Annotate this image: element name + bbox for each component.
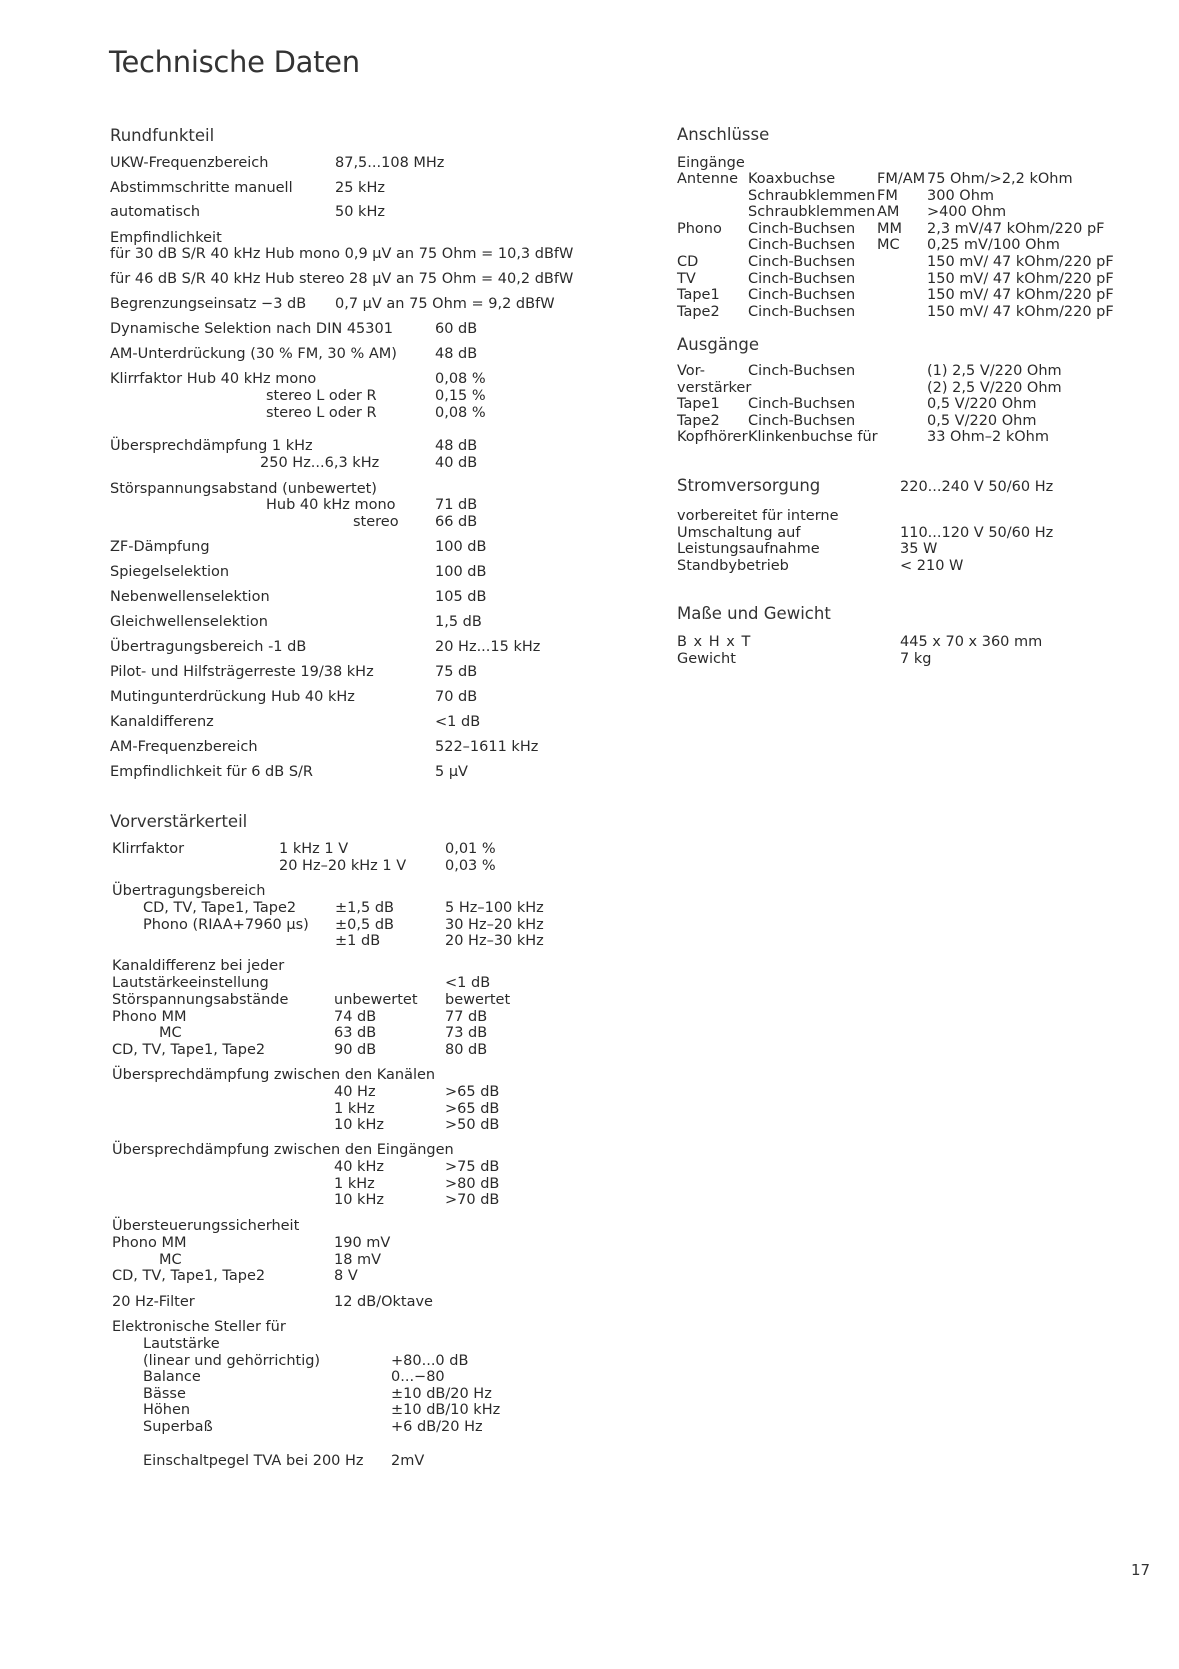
connector-type: Cinch-Buchsen xyxy=(748,303,856,320)
spec-value: 80 dB xyxy=(445,1041,488,1058)
klirrfaktor-value: 0,08 % xyxy=(435,371,486,387)
connector-name: Phono xyxy=(677,220,722,237)
ausgaenge-title: Ausgänge xyxy=(677,335,760,354)
spec-frequency: 1 kHz xyxy=(334,1100,375,1117)
section-title-vorverstaerker: Vorverstärkerteil xyxy=(110,812,248,831)
spec-value: 87,5...108 MHz xyxy=(335,155,445,171)
spec-frequency: 40 Hz xyxy=(334,1084,376,1100)
spec-label: Pilot- und Hilfsträgerreste 19/38 kHz xyxy=(110,663,374,680)
spec-label: Leistungsaufnahme xyxy=(677,541,820,558)
section-title-strom: Stromversorgung xyxy=(677,476,821,495)
spec-frequency: 10 kHz xyxy=(334,1192,384,1209)
connector-band: MC xyxy=(877,237,900,254)
spec-frequency: 10 kHz xyxy=(334,1117,384,1134)
klirrfaktor-sub: stereo L oder R xyxy=(266,388,377,404)
connector-name: TV xyxy=(677,270,696,287)
connector-type: Cinch-Buchsen xyxy=(748,396,856,413)
connector-value: (2) 2,5 V/220 Ohm xyxy=(927,379,1062,396)
tva-value: 2mV xyxy=(391,1453,425,1469)
uebersteuerung-title: Übersteuerungssicherheit xyxy=(112,1218,300,1234)
rundfunk-selection-specs xyxy=(110,321,585,362)
connector-value: >400 Ohm xyxy=(927,204,1007,221)
connector-value: 150 mV/ 47 kOhm/220 pF xyxy=(927,287,1114,304)
kanaldifferenz-title: Kanaldifferenz bei jeder xyxy=(112,958,285,974)
spec-value: 50 kHz xyxy=(335,204,385,221)
klirrfaktor-value: 0,15 % xyxy=(435,388,486,404)
connector-name: Tape1 xyxy=(677,287,720,304)
spec-value xyxy=(900,508,1120,525)
spec-label: Superbaß xyxy=(143,1418,213,1435)
spec-tolerance: ±0,5 dB xyxy=(335,916,394,933)
spec-value: <1 dB xyxy=(435,713,481,730)
spec-tolerance: ±1 dB xyxy=(335,933,381,950)
rundfunk-more-specs xyxy=(110,539,585,780)
connector-name xyxy=(677,237,748,254)
spec-value: >80 dB xyxy=(445,1175,500,1192)
connector-name: Tape1 xyxy=(677,396,720,413)
spec-label: Lautstärke xyxy=(143,1336,220,1352)
spec-value: 8 V xyxy=(334,1268,358,1285)
uebersprech-sub: 250 Hz...6,3 kHz xyxy=(260,455,380,471)
stoerspannung-sub: stereo xyxy=(353,514,399,530)
spec-label: Umschaltung auf xyxy=(677,524,801,541)
spec-label: CD, TV, Tape1, Tape2 xyxy=(112,1268,266,1285)
spec-condition: 1 kHz 1 V xyxy=(279,841,349,857)
connector-name: verstärker xyxy=(677,379,752,396)
connector-band: MM xyxy=(877,220,903,237)
spec-value: 18 mV xyxy=(334,1251,382,1268)
connector-value: 0,5 V/220 Ohm xyxy=(927,412,1037,429)
eingaenge-title: Eingänge xyxy=(677,155,745,171)
spec-label: vorbereitet für interne xyxy=(677,508,839,524)
stoerspannung-title: Störspannungsabstände xyxy=(112,992,289,1008)
uebertragung-title: Übertragungsbereich xyxy=(112,883,266,899)
strom-specs xyxy=(677,508,1120,574)
spec-value: 60 dB xyxy=(435,321,478,337)
column-header: bewertet xyxy=(445,992,511,1008)
tva-label: Einschaltpegel TVA bei 200 Hz xyxy=(143,1453,364,1469)
spec-value: 5 µV xyxy=(435,763,468,780)
klirrfaktor-value: 0,08 % xyxy=(435,405,486,421)
page-title: Technische Daten xyxy=(109,45,360,79)
spec-value: >65 dB xyxy=(445,1100,500,1117)
stoerspannung-value: 66 dB xyxy=(435,514,478,530)
connector-type: Cinch-Buchsen xyxy=(748,237,856,254)
spec-label xyxy=(112,858,279,875)
connector-name: Vor- xyxy=(677,363,705,379)
connector-value: 75 Ohm/>2,2 kOhm xyxy=(927,171,1073,187)
spec-label: Standbybetrieb xyxy=(677,557,789,574)
uebersprech-value: 40 dB xyxy=(435,455,478,471)
spec-value: 20 Hz...15 kHz xyxy=(435,638,541,655)
empfindlichkeit-stereo: für 46 dB S/R 40 kHz Hub stereo 28 µV an 75 Ohm = 40,2 dBfW xyxy=(110,271,574,287)
spec-label: Gleichwellenselektion xyxy=(110,613,268,630)
stoerspannung-sub: Hub 40 kHz mono xyxy=(266,497,396,513)
connector-band xyxy=(877,254,927,271)
spec-label: Spiegelselektion xyxy=(110,563,230,580)
connector-value: (1) 2,5 V/220 Ohm xyxy=(927,363,1062,379)
spec-label xyxy=(143,933,335,950)
spec-label: ZF-Dämpfung xyxy=(110,539,210,555)
uebersprech-label: Übersprechdämpfung 1 kHz xyxy=(110,438,313,454)
vv-kanaele xyxy=(334,1084,545,1134)
spec-value: 190 mV xyxy=(334,1235,391,1251)
spec-value: 0,01 % xyxy=(445,841,496,857)
spec-value: 25 kHz xyxy=(335,179,385,196)
spec-label: Nebenwellenselektion xyxy=(110,588,270,605)
connector-type: Cinch-Buchsen xyxy=(748,253,856,270)
connector-value: 150 mV/ 47 kOhm/220 pF xyxy=(927,303,1114,320)
spec-value: 90 dB xyxy=(334,1041,377,1058)
spec-label: automatisch xyxy=(110,204,201,221)
spec-value: 1,5 dB xyxy=(435,613,482,630)
section-title-rundfunkteil: Rundfunkteil xyxy=(110,126,215,145)
connector-value: 0,5 V/220 Ohm xyxy=(927,396,1037,413)
connector-name: Antenne xyxy=(677,171,739,187)
spec-label: Bässe xyxy=(143,1385,186,1402)
spec-label: Empfindlichkeit für 6 dB S/R xyxy=(110,763,313,780)
connector-value: 150 mV/ 47 kOhm/220 pF xyxy=(927,253,1114,270)
spec-label: Mutingunterdrückung Hub 40 kHz xyxy=(110,688,355,705)
connector-value: 2,3 mV/47 kOhm/220 pF xyxy=(927,220,1105,237)
connector-name: CD xyxy=(677,253,699,270)
strom-main-value: 220...240 V 50/60 Hz xyxy=(900,479,1054,495)
spec-value: < 210 W xyxy=(900,557,964,574)
connector-band xyxy=(877,304,927,321)
spec-value: 70 dB xyxy=(435,688,478,705)
spec-value: 35 W xyxy=(900,541,938,558)
page-number: 17 xyxy=(1131,1561,1151,1579)
connector-type: Cinch-Buchsen xyxy=(748,363,856,379)
connector-name xyxy=(677,204,748,221)
connector-name xyxy=(677,188,748,205)
connector-type: Cinch-Buchsen xyxy=(748,287,856,304)
masse-specs xyxy=(677,634,1120,667)
kanaele-title: Übersprechdämpfung zwischen den Kanälen xyxy=(112,1067,436,1083)
connector-value: 0,25 mV/100 Ohm xyxy=(927,237,1060,254)
spec-value: 75 dB xyxy=(435,663,478,680)
empfindlichkeit-mono: für 30 dB S/R 40 kHz Hub mono 0,9 µV an 75 Ohm = 10,3 dBfW xyxy=(110,246,574,262)
spec-label: Balance xyxy=(143,1369,201,1386)
spec-label: Abstimmschritte manuell xyxy=(110,179,293,196)
spec-label: AM-Frequenzbereich xyxy=(110,738,258,755)
spec-label: Dynamische Selektion nach DIN 45301 xyxy=(110,321,393,337)
connector-value: 150 mV/ 47 kOhm/220 pF xyxy=(927,270,1114,287)
connector-value: 33 Ohm–2 kOhm xyxy=(927,429,1049,446)
spec-label: MC xyxy=(159,1251,182,1268)
spec-value: 5 Hz–100 kHz xyxy=(445,900,544,916)
spec-value: +6 dB/20 Hz xyxy=(391,1418,483,1435)
anschluesse-ausgaenge xyxy=(677,363,1147,446)
steller-title: Elektronische Steller für xyxy=(112,1319,286,1335)
spec-label: MC xyxy=(159,1025,182,1042)
kanaldifferenz-title: Lautstärkeeinstellung xyxy=(112,975,269,991)
spec-condition: 20 Hz–20 kHz 1 V xyxy=(279,857,407,874)
connector-type: Koaxbuchse xyxy=(748,171,836,187)
spec-label: AM-Unterdrückung (30 % FM, 30 % AM) xyxy=(110,345,397,362)
spec-value: >75 dB xyxy=(445,1159,500,1175)
spec-value: ±10 dB/10 kHz xyxy=(391,1402,501,1419)
spec-label: Phono MM xyxy=(112,1008,187,1025)
vv-eingaenge xyxy=(334,1159,545,1209)
filter-label: 20 Hz-Filter xyxy=(112,1294,195,1310)
spec-value: +80...0 dB xyxy=(391,1352,469,1369)
empfindlichkeit-title: Empfindlichkeit xyxy=(110,230,222,246)
spec-label: B x H x T xyxy=(677,634,752,650)
spec-value: 77 dB xyxy=(445,1008,488,1025)
spec-label: Phono (RIAA+7960 µs) xyxy=(143,916,309,933)
spec-value: >65 dB xyxy=(445,1084,500,1100)
spec-label: Phono MM xyxy=(112,1235,187,1251)
spec-value: 522–1611 kHz xyxy=(435,738,539,755)
connector-type: Cinch-Buchsen xyxy=(748,220,856,237)
spec-value: 100 dB xyxy=(435,539,487,555)
spec-label: CD, TV, Tape1, Tape2 xyxy=(143,900,297,916)
connector-name: Kopfhörer xyxy=(677,429,748,446)
spec-value: 7 kg xyxy=(900,650,932,667)
spec-value: 445 x 70 x 360 mm xyxy=(900,634,1043,650)
connector-band xyxy=(877,287,927,304)
connector-band: AM xyxy=(877,204,900,221)
connector-type: Schraubklemmen xyxy=(748,187,876,204)
stoerspannung-value: 71 dB xyxy=(435,497,478,513)
vv-stoerspannung xyxy=(112,992,565,1058)
spec-frequency: 40 kHz xyxy=(334,1159,384,1175)
connector-type xyxy=(748,380,927,397)
kanaldifferenz-value: <1 dB xyxy=(445,975,491,991)
vv-steller xyxy=(143,1336,531,1436)
vv-klirrfaktor xyxy=(112,841,565,874)
stoerspannung-label: Störspannungsabstand (unbewertet) xyxy=(110,481,377,497)
vv-uebersteuerung xyxy=(112,1235,434,1285)
connector-value: 300 Ohm xyxy=(927,187,995,204)
spec-label: Klirrfaktor xyxy=(112,841,185,857)
spec-value: 73 dB xyxy=(445,1025,488,1042)
spec-tolerance: ±1,5 dB xyxy=(335,900,394,916)
column-header: unbewertet xyxy=(334,992,418,1008)
connector-type: Schraubklemmen xyxy=(748,204,876,221)
spec-label: Kanaldifferenz xyxy=(110,713,214,730)
spec-label: Übertragungsbereich -1 dB xyxy=(110,638,307,655)
klirrfaktor-sub: stereo L oder R xyxy=(266,405,377,421)
spec-value: 0,03 % xyxy=(445,857,496,874)
anschluesse-eingaenge xyxy=(677,171,1147,320)
connector-type: Cinch-Buchsen xyxy=(748,270,856,287)
connector-band xyxy=(877,271,927,288)
uebersprech-value: 48 dB xyxy=(435,438,478,454)
begrenzung-label: Begrenzungseinsatz −3 dB xyxy=(110,296,307,312)
spec-value: 48 dB xyxy=(435,345,478,362)
connector-name: Tape2 xyxy=(677,303,720,320)
connector-name: Tape2 xyxy=(677,412,720,429)
vv-uebertragung xyxy=(143,900,565,950)
spec-value xyxy=(391,1336,531,1353)
spec-value: >70 dB xyxy=(445,1192,500,1209)
section-title-anschluesse: Anschlüsse xyxy=(677,125,770,144)
spec-label: Gewicht xyxy=(677,650,736,667)
spec-value: ±10 dB/20 Hz xyxy=(391,1385,492,1402)
begrenzung-value: 0,7 µV an 75 Ohm = 9,2 dBfW xyxy=(335,296,555,312)
spec-value: 110...120 V 50/60 Hz xyxy=(900,524,1054,541)
spec-label: (linear und gehörrichtig) xyxy=(143,1352,321,1369)
connector-type: Cinch-Buchsen xyxy=(748,412,856,429)
spec-value: 30 Hz–20 kHz xyxy=(445,916,544,933)
spec-value: 105 dB xyxy=(435,588,487,605)
spec-label: CD, TV, Tape1, Tape2 xyxy=(112,1041,266,1058)
connector-type: Klinkenbuchse für xyxy=(748,429,878,446)
spec-value: 100 dB xyxy=(435,563,487,580)
spec-label: UKW-Frequenzbereich xyxy=(110,155,269,171)
spec-frequency: 1 kHz xyxy=(334,1175,375,1192)
spec-value: 20 Hz–30 kHz xyxy=(445,933,544,950)
spec-value: 63 dB xyxy=(334,1025,377,1042)
spec-value: 74 dB xyxy=(334,1008,377,1025)
spec-label: Höhen xyxy=(143,1402,191,1419)
rundfunk-basic-specs xyxy=(110,155,485,221)
spec-value: 0...−80 xyxy=(391,1369,445,1386)
section-title-masse: Maße und Gewicht xyxy=(677,604,831,623)
connector-band: FM/AM xyxy=(877,171,926,187)
eingaenge-crosstalk-title: Übersprechdämpfung zwischen den Eingängen xyxy=(112,1142,454,1158)
connector-band: FM xyxy=(877,187,898,204)
filter-value: 12 dB/Oktave xyxy=(334,1294,433,1310)
klirrfaktor-label: Klirrfaktor Hub 40 kHz mono xyxy=(110,371,317,387)
spec-value: >50 dB xyxy=(445,1117,500,1134)
